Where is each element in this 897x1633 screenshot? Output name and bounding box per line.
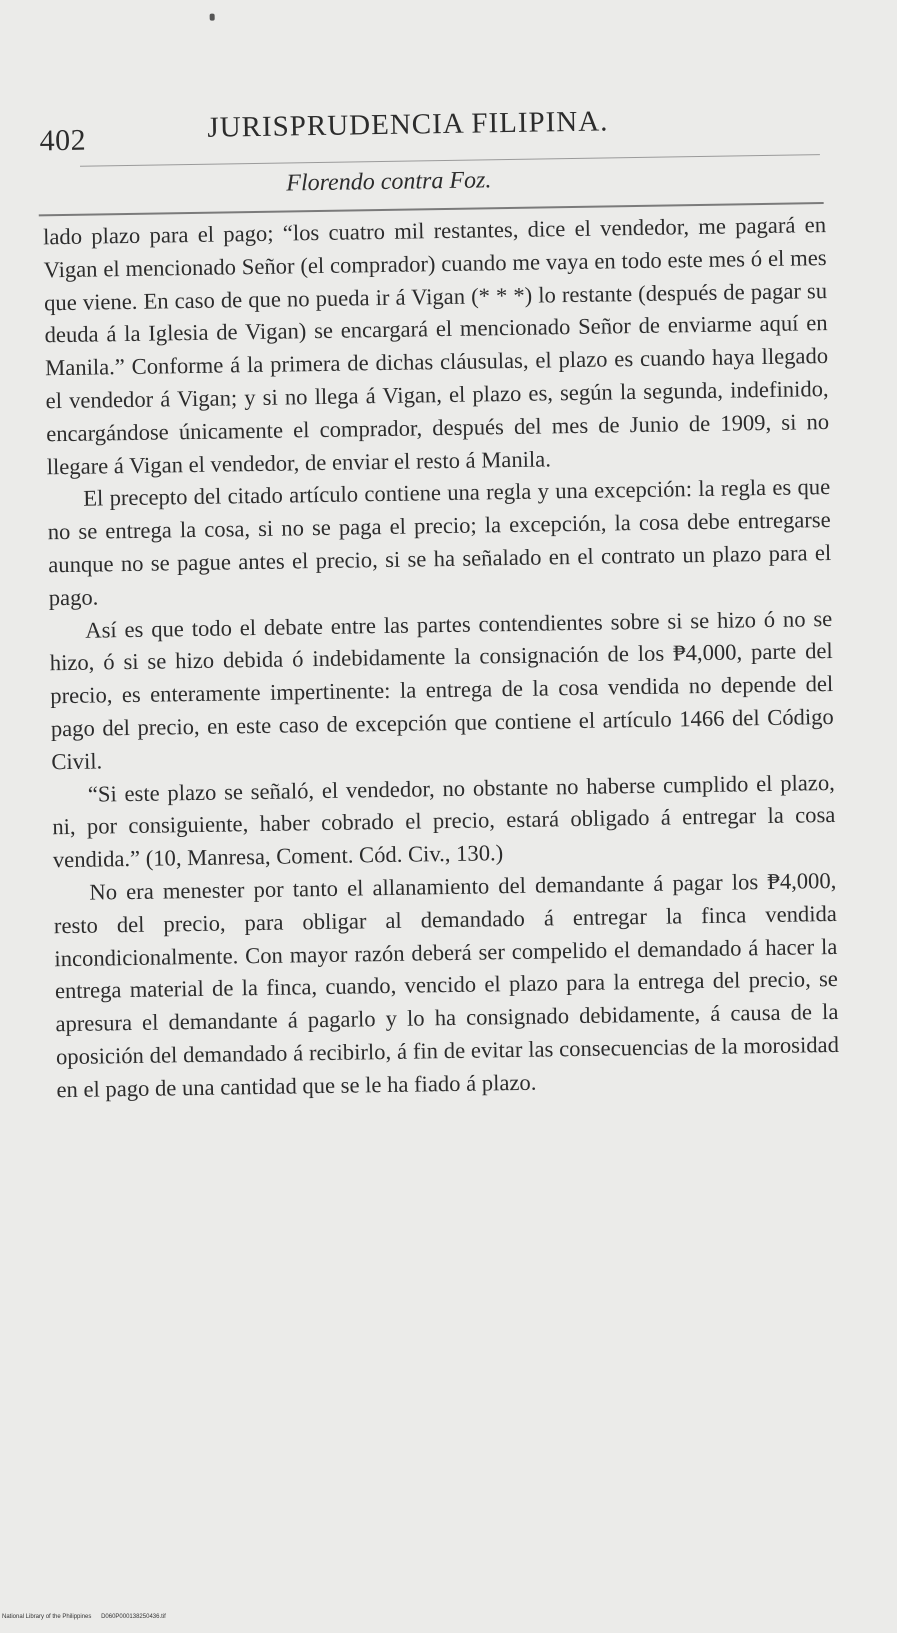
paragraph: No era menester por tanto el allanamiento del demandante á pagar los ₱4,000, resto del precio, para obligar al demandado á entregar la finca vendida incondicionalmente. Con mayor razón deberá ser compelido el demandado á hacer la entrega material de la finca, cuando, vencido el plazo para la entrega del precio, se apresura el demandante á pagarlo y lo ha consignado debidamente, á causa de la oposición del demandado á recibirlo, á fin de evitar las consecuencias de la morosidad en el pago de una cantidad que se le ha fiado á plazo. bbox=[53, 867, 840, 1102]
footer-identifier: D060P000138250436.tif bbox=[101, 1614, 166, 1620]
body-text bbox=[43, 209, 840, 1107]
case-title: Florendo contra Foz. bbox=[286, 167, 492, 197]
ink-mark bbox=[210, 14, 215, 21]
paragraph: Así es que todo el debate entre las partes contendientes sobre si se hizo ó no se hizo, ó si se hizo debida ó indebidamente la consignación de los ₱4,000, parte del precio, es enteramente impertinente: la entrega de la cosa vendida no depende del pago del precio, en este caso de excepción que contiene el artículo 1466 del Código Civil. bbox=[49, 605, 834, 775]
paragraph: lado plazo para el pago; “los cuatro mil restantes, dice el vendedor, me pagará en Vigan el mencionado Señor (el comprador) cuando me vaya en todo este mes ó el mes que viene. En caso de que no pueda ir á Vigan (* * *) lo restante (después de pagar su deuda á la Iglesia de Vigan) se encargará el mencionado Señor de enviarme aquí en Manila.” Conforme á la primera de dichas cláusulas, el plazo es cuando haya llegado el vendedor á Vigan; y si no llega á Vigan, el plazo es, según la segunda, indefinido, encargándose únicamente el comprador, después del mes de Junio de 1909, si no llegare á Vigan el vendedor, de enviar el resto á Manila. bbox=[42, 212, 830, 479]
running-head: JURISPRUDENCIA FILIPINA. bbox=[207, 105, 609, 144]
footer-library: National Library of the Philippines bbox=[2, 1614, 92, 1620]
paragraph: El precepto del citado artículo contiene una regla y una excepción: la regla es que no se entrega la cosa, si no se paga el precio; la excepción, la cosa debe entregarse aunque no se pague antes el precio, si se ha señalado en el contrato un plazo para el pago. bbox=[47, 474, 832, 611]
scan-footer bbox=[2, 1614, 166, 1620]
paragraph: “Si este plazo se señaló, el vendedor, no obstante no haberse cumplido el plazo, ni, por consiguiente, haber cobrado el precio, estará obligado á entregar la cosa vendida.” (10, Manresa, Coment. Cód. Civ., 130.) bbox=[52, 769, 836, 873]
page-number: 402 bbox=[39, 123, 87, 158]
header-rule bbox=[80, 154, 820, 167]
